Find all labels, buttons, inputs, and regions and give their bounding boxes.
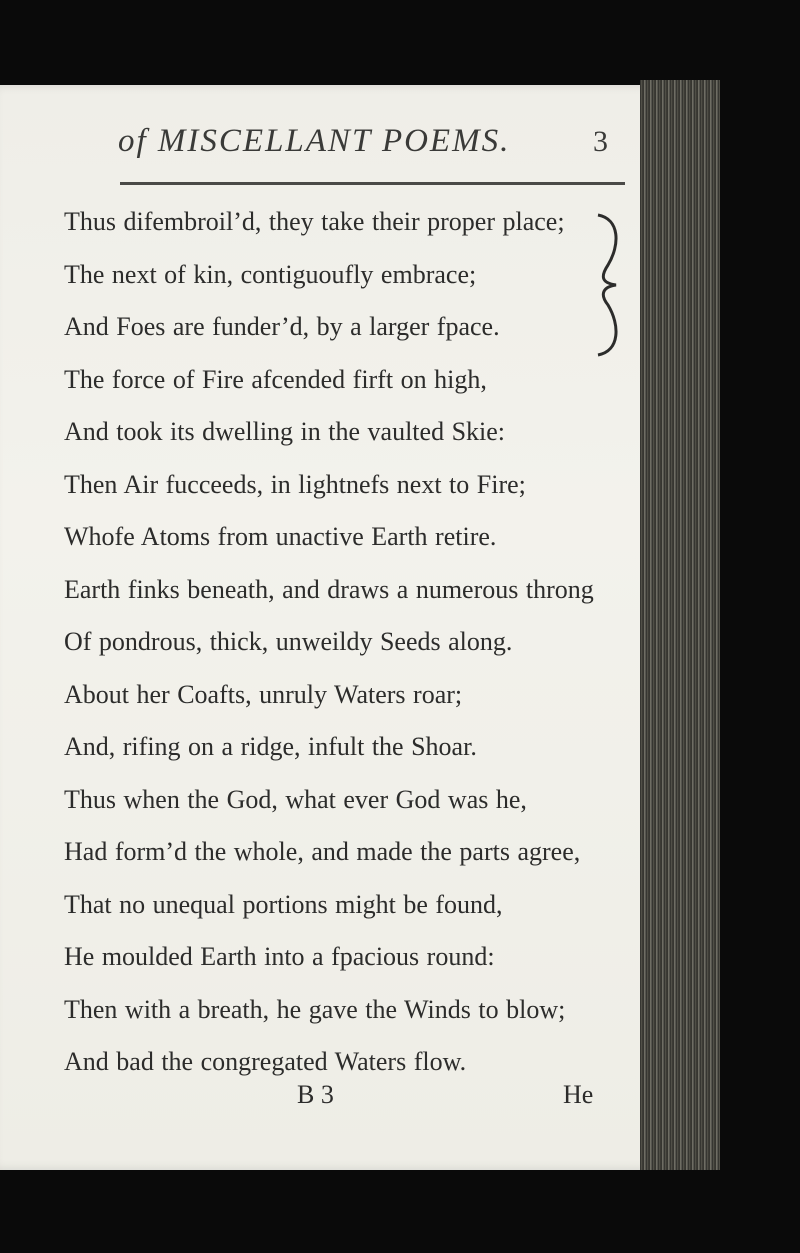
running-head [118,123,608,160]
verse-line: The force of Fire afcended firft on high, [64,364,487,394]
verse-line: Thus when the God, what ever God was he, [64,784,527,814]
verse-line: Then Air fucceeds, in lightnefs next to Fire; [64,469,526,499]
verse-line: And, rifing on a ridge, infult the Shoar. [64,732,477,761]
verse-line: About her Coafts, unruly Waters roar; [64,679,463,709]
verse-line: And Foes are funder’d, by a larger fpace. [64,312,500,341]
verse-line: Then with a breath, he gave the Winds to blow; [64,994,566,1024]
verse-line: The next of kin, contiguoufly embrace; [64,259,477,289]
catchword: He [563,1080,594,1109]
page-number: 3 [593,125,608,158]
verse-line: And bad the congregated Waters flow. [64,1047,467,1076]
verse-line: Earth finks beneath, and draws a numerous throng [64,574,594,604]
verse-line: Whofe Atoms from unactive Earth retire. [64,522,497,551]
verse-line: And took its dwelling in the vaulted Skie: [64,417,506,446]
verse-line: Of pondrous, thick, unweildy Seeds along. [64,627,513,656]
running-head-title: of MISCELLANT POEMS. [118,123,511,159]
verse-line: Had form’d the whole, and made the parts agree, [64,837,581,866]
verse-text [64,196,634,1089]
head-rule [120,182,625,185]
page-edges [640,80,720,1170]
verse-line: He moulded Earth into a fpacious round: [64,942,495,971]
verse-line: Thus difembroil’d, they take their proper place; [64,207,565,236]
triplet-brace [590,205,630,365]
signature-mark: B 3 [297,1080,334,1109]
verse-line: That no unequal portions might be found, [64,889,503,919]
